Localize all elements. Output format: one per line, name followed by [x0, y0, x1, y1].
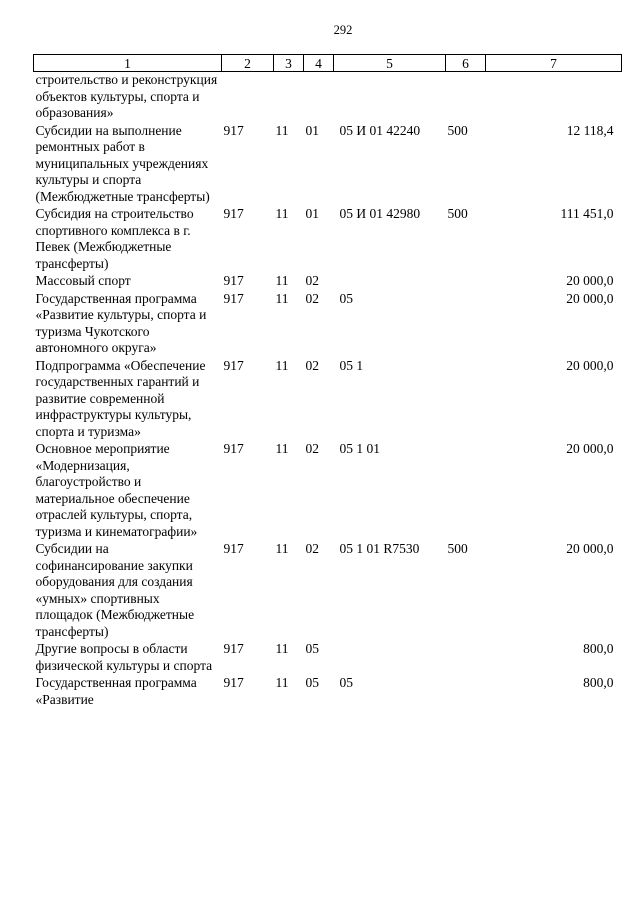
row-target: 05	[339, 290, 353, 306]
row-target	[334, 273, 446, 291]
header-col-1: 1	[34, 55, 222, 72]
header-col-6: 6	[446, 55, 486, 72]
row-ministry: 917	[223, 641, 244, 656]
row-target: 05 1 01 R7530	[339, 541, 420, 556]
row-ministry: 917	[223, 273, 244, 288]
table-row	[34, 541, 622, 641]
row-amount: 800,0	[583, 675, 614, 690]
row-type	[446, 641, 486, 675]
row-type: 500	[447, 541, 468, 556]
row-target: 05 1 01	[339, 441, 380, 456]
row-target: 05	[339, 675, 353, 690]
row-ministry: 917	[223, 206, 244, 221]
row-subsection: 05	[305, 641, 319, 656]
table-row	[34, 441, 622, 541]
row-type	[446, 358, 486, 442]
row-type	[446, 291, 486, 358]
row-type	[446, 72, 486, 123]
page-number: 292	[333, 23, 353, 37]
table-row	[34, 72, 622, 123]
row-subsection: 05	[305, 675, 319, 690]
row-name: Основное мероприятие «Модернизация, благоустройство и материальное обеспечение отраслей культуры, спорта, туризма и кинематографии»	[35, 441, 198, 539]
header-row	[34, 55, 622, 72]
table-row	[34, 123, 622, 207]
row-target: 05 1	[339, 357, 364, 373]
row-ministry: 917	[223, 441, 244, 456]
row-section: 11	[275, 290, 289, 306]
table-row	[34, 641, 622, 675]
row-amount: 20 000,0	[566, 541, 614, 556]
row-type	[446, 273, 486, 291]
row-type	[446, 441, 486, 541]
table-row	[34, 675, 622, 709]
row-section: 11	[275, 273, 289, 288]
row-name: строительство и реконструкция объектов культуры, спорта и образования»	[35, 72, 218, 120]
table-row	[34, 206, 622, 273]
row-section	[274, 72, 304, 123]
row-subsection: 02	[305, 273, 319, 288]
row-section: 11	[275, 541, 289, 556]
row-subsection: 01	[305, 206, 319, 221]
row-amount: 20 000,0	[566, 290, 614, 306]
row-section: 11	[275, 641, 289, 656]
row-name: Субсидии на софинансирование закупки оборудования для создания «умных» спортивных площадок (Межбюджетные трансферты)	[35, 541, 195, 639]
row-subsection: 02	[305, 441, 319, 456]
row-name: Государственная программа «Развитие культуры, спорта и туризма Чукотского автономного округа»	[35, 290, 207, 355]
row-section: 11	[275, 441, 289, 456]
row-type: 500	[447, 206, 468, 221]
row-target	[334, 641, 446, 675]
row-amount: 20 000,0	[566, 357, 614, 373]
table-row	[34, 358, 622, 442]
row-amount: 800,0	[583, 641, 614, 656]
row-name: Другие вопросы в области физической культуры и спорта	[35, 641, 213, 673]
row-subsection: 01	[305, 122, 319, 138]
row-subsection	[304, 72, 334, 123]
row-ministry: 917	[223, 541, 244, 556]
row-amount	[486, 72, 622, 123]
row-target: 05 И 01 42240	[339, 122, 421, 138]
row-section: 11	[275, 357, 289, 373]
header-col-5: 5	[334, 55, 446, 72]
row-type: 500	[447, 122, 468, 138]
row-name: Субсидии на выполнение ремонтных работ в муниципальных учреждениях культуры и спорта (Межбюджетные трансферты)	[35, 122, 210, 204]
row-amount: 20 000,0	[566, 273, 614, 288]
row-name: Субсидия на строительство спортивного комплекса в г. Певек (Межбюджетные трансферты)	[35, 206, 194, 271]
row-section: 11	[275, 122, 289, 138]
row-ministry: 917	[223, 290, 244, 306]
row-name: Подпрограмма «Обеспечение государственных гарантий и развитие современной инфраструктуры культуры, спорта и туризма»	[35, 357, 206, 439]
header-col-7: 7	[486, 55, 622, 72]
row-amount: 111 451,0	[560, 206, 614, 221]
row-target: 05 И 01 42980	[339, 206, 421, 221]
row-ministry: 917	[223, 675, 244, 690]
row-subsection: 02	[305, 290, 319, 306]
row-ministry: 917	[223, 357, 244, 373]
row-ministry: 917	[223, 122, 244, 138]
row-amount: 20 000,0	[566, 441, 614, 456]
row-name: Государственная программа «Развитие	[35, 675, 197, 707]
row-subsection: 02	[305, 541, 319, 556]
row-target	[334, 72, 446, 123]
row-name: Массовый спорт	[35, 273, 131, 288]
row-subsection: 02	[305, 357, 319, 373]
row-type	[446, 675, 486, 709]
table-body	[34, 72, 622, 710]
budget-table	[33, 54, 622, 709]
table-row	[34, 273, 622, 291]
header-col-3: 3	[274, 55, 304, 72]
row-section: 11	[275, 675, 289, 690]
row-section: 11	[275, 206, 289, 221]
row-amount: 12 118,4	[566, 122, 614, 138]
table-row	[34, 291, 622, 358]
table-header	[34, 55, 622, 72]
header-col-2: 2	[222, 55, 274, 72]
row-ministry	[222, 72, 274, 123]
header-col-4: 4	[304, 55, 334, 72]
